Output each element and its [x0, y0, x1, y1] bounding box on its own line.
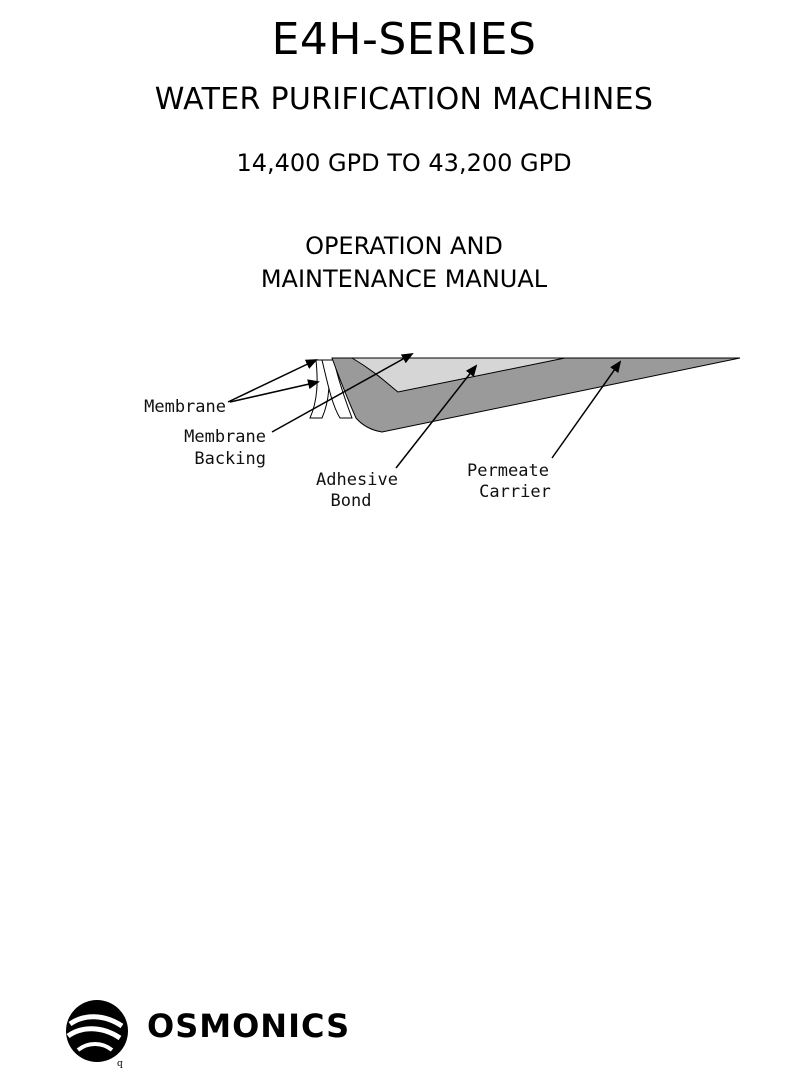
label-membrane: Membrane: [144, 397, 226, 417]
membrane-arrow-upper: [228, 360, 316, 402]
label-adhesive-line2: Bond: [330, 491, 372, 511]
label-permeate-line2: Carrier: [479, 482, 551, 502]
brand-mark-glyph: q: [117, 1059, 123, 1069]
manual-title-line2: MAINTENANCE MANUAL: [260, 265, 548, 293]
label-permeate-line1: Permeate: [467, 461, 549, 481]
manual-title-line1: OPERATION AND: [305, 232, 503, 260]
document-title: E4H-SERIES: [271, 14, 537, 65]
capacity-range: 14,400 GPD TO 43,200 GPD: [236, 149, 572, 177]
membrane-arrow-lower: [230, 382, 318, 402]
document-subtitle: WATER PURIFICATION MACHINES: [154, 82, 654, 117]
label-membrane-backing-line1: Membrane: [184, 427, 266, 447]
membrane-layer-diagram: [0, 330, 808, 530]
label-adhesive-line1: Adhesive: [316, 470, 398, 490]
label-membrane-backing-line2: Backing: [194, 449, 266, 469]
brand-name: OSMONICS: [147, 1007, 351, 1045]
osmonics-logo-icon: [64, 998, 130, 1064]
